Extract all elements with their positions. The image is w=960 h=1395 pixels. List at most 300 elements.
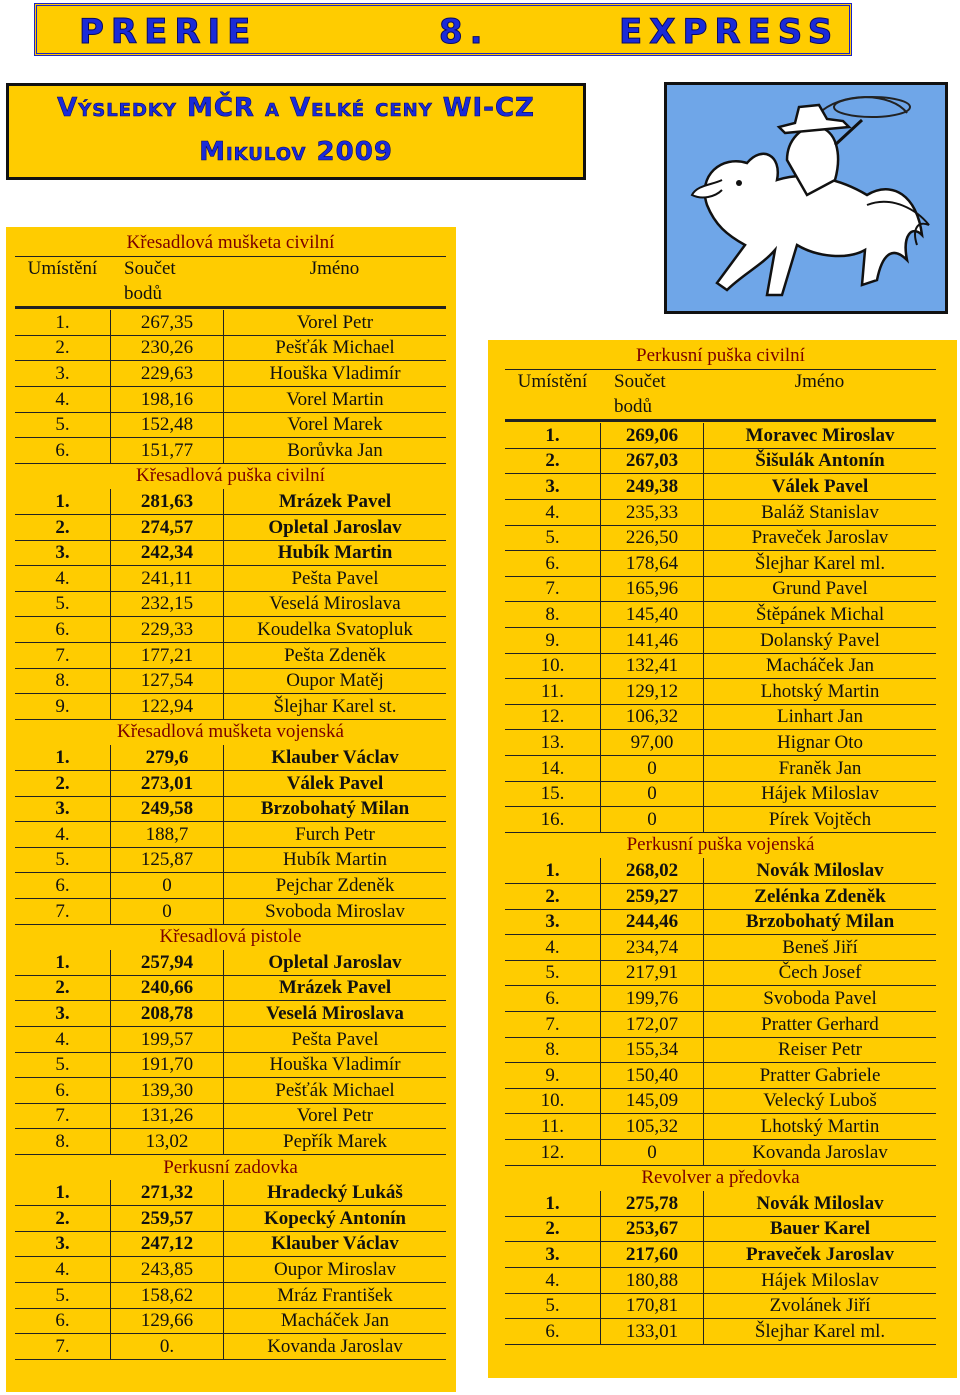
score-cell: 217,60 [600, 1242, 703, 1267]
score-cell: 234,74 [600, 935, 703, 960]
place-cell: 11. [540, 1116, 565, 1137]
score-cell: 273,01 [110, 771, 223, 796]
score-cell: 170,81 [600, 1293, 703, 1318]
left-result-row [15, 847, 446, 873]
score-cell: 198,16 [110, 387, 223, 412]
right-result-row [505, 551, 936, 577]
score-cell: 275,78 [600, 1191, 703, 1216]
score-cell: 0 [110, 899, 223, 924]
name-cell: Hájek Miloslav [703, 1268, 936, 1293]
score-cell: 180,88 [600, 1268, 703, 1293]
right-result-row [505, 1012, 936, 1038]
score-cell: 125,87 [110, 847, 223, 872]
name-cell: Šlejhar Karel st. [223, 694, 446, 719]
name-cell: Brzobohatý Milan [223, 796, 446, 821]
score-cell: 271,32 [110, 1180, 223, 1205]
place-cell: 6. [55, 439, 70, 461]
place-cell: 8. [545, 604, 560, 625]
place-cell: 5. [55, 593, 70, 615]
name-cell: Pratter Gerhard [703, 1012, 936, 1037]
name-cell: Macháček Jan [703, 653, 936, 678]
place-cell: 5. [545, 1295, 560, 1317]
right-result-row [505, 1319, 936, 1345]
left-result-row [15, 899, 446, 925]
place-cell: 9. [545, 1064, 560, 1086]
left-result-row [15, 489, 446, 515]
left-result-row [15, 335, 446, 361]
place-cell: 6. [545, 988, 560, 1009]
score-cell: 127,54 [110, 668, 223, 693]
place-cell: 3. [55, 363, 70, 384]
left-result-row [15, 1283, 446, 1309]
place-cell: 3. [55, 542, 70, 564]
place-cell: 6. [55, 1079, 70, 1101]
name-cell: Houška Vladimír [223, 361, 446, 386]
name-cell: Opletal Jaroslav [223, 515, 446, 540]
place-cell: 5. [55, 414, 70, 436]
name-cell: Kopecký Antonín [223, 1206, 446, 1231]
right-result-row [505, 1191, 936, 1217]
place-cell: 1. [55, 1182, 70, 1204]
right-result-row [505, 909, 936, 935]
banner-number: 8. [439, 12, 490, 52]
score-cell: 158,62 [110, 1283, 223, 1308]
score-cell: 249,58 [110, 796, 223, 821]
left-result-row [15, 310, 446, 336]
name-cell: Vorel Martin [223, 387, 446, 412]
results-title-box [6, 83, 586, 180]
left-result-row [15, 387, 446, 413]
name-cell: Pepřík Marek [223, 1129, 446, 1154]
name-cell: Oupor Matěj [223, 668, 446, 693]
place-cell: 8. [55, 1131, 70, 1152]
place-cell: 7. [545, 578, 560, 600]
name-cell: Borůvka Jan [223, 438, 446, 463]
score-cell: 129,12 [600, 679, 703, 704]
left-result-row [15, 1052, 446, 1078]
name-cell: Pešťák Michael [223, 335, 446, 360]
name-cell: Pratter Gabriele [703, 1063, 936, 1088]
score-cell: 141,46 [600, 628, 703, 653]
score-cell: 97,00 [600, 730, 703, 755]
name-cell: Bauer Karel [703, 1216, 936, 1241]
name-cell: Vorel Petr [223, 1103, 446, 1128]
score-cell: 106,32 [600, 704, 703, 729]
place-cell: 2. [55, 337, 70, 359]
name-cell: Brzobohatý Milan [703, 909, 936, 934]
score-cell: 269,06 [600, 423, 703, 448]
name-cell: Dolanský Pavel [703, 628, 936, 653]
left-result-row [15, 566, 446, 592]
score-cell: 165,96 [600, 576, 703, 601]
name-cell: Houška Vladimír [223, 1052, 446, 1077]
name-cell: Kovanda Jaroslav [223, 1334, 446, 1359]
score-cell: 145,09 [600, 1088, 703, 1113]
place-cell: 10. [540, 1090, 565, 1112]
right-section-title: Perkusní puška civilní [636, 345, 805, 366]
place-cell: 1. [55, 747, 70, 768]
name-cell: Vorel Marek [223, 412, 446, 437]
right-result-row [505, 1037, 936, 1063]
name-cell: Reiser Petr [703, 1037, 936, 1062]
name-cell: Pešťák Michael [223, 1078, 446, 1103]
place-cell: 3. [55, 798, 70, 820]
name-cell: Válek Pavel [223, 771, 446, 796]
left-result-row [15, 1103, 446, 1129]
name-cell: Zelénka Zdeněk [703, 884, 936, 909]
name-cell: Klauber Václav [223, 745, 446, 770]
score-cell: 131,26 [110, 1103, 223, 1128]
name-cell: Štěpánek Michal [703, 602, 936, 627]
name-cell: Pírek Vojtěch [703, 807, 936, 832]
name-cell: Franěk Jan [703, 756, 936, 781]
score-cell: 240,66 [110, 975, 223, 1000]
score-cell: 0 [600, 756, 703, 781]
place-cell: 2. [545, 450, 560, 472]
name-cell: Kovanda Jaroslav [703, 1140, 936, 1165]
right-result-row [505, 474, 936, 500]
score-cell: 257,94 [110, 950, 223, 975]
right-result-row [505, 935, 936, 961]
name-cell: Mrázek Pavel [223, 489, 446, 514]
name-cell: Vorel Petr [223, 310, 446, 335]
right-section-title: Revolver a předovka [641, 1167, 800, 1189]
name-cell: Baláž Stanislav [703, 500, 936, 525]
place-cell: 5. [55, 1284, 70, 1306]
name-cell: Svoboda Pavel [703, 986, 936, 1011]
right-result-row [505, 423, 936, 449]
left-result-row [15, 1129, 446, 1155]
place-cell: 7. [55, 644, 70, 666]
right-result-row [505, 576, 936, 602]
place-cell: 2. [55, 516, 70, 538]
right-result-row [505, 858, 936, 884]
header-score: Součet [124, 258, 176, 279]
name-cell: Hubík Martin [223, 847, 446, 872]
place-cell: 4. [55, 1028, 70, 1050]
score-cell: 244,46 [600, 909, 703, 934]
left-result-row [15, 796, 446, 822]
score-cell: 139,30 [110, 1078, 223, 1103]
score-cell: 0. [110, 1334, 223, 1359]
place-cell: 8. [545, 1039, 560, 1061]
place-cell: 4. [55, 388, 70, 410]
name-cell: Linhart Jan [703, 704, 936, 729]
left-result-row [15, 950, 446, 976]
place-cell: 3. [55, 1233, 70, 1255]
name-cell: Praveček Jaroslav [703, 525, 936, 550]
place-cell: 6. [55, 619, 70, 640]
left-result-row [15, 771, 446, 797]
left-result-row [15, 1257, 446, 1283]
score-cell: 249,38 [600, 474, 703, 499]
score-cell: 235,33 [600, 500, 703, 525]
place-cell: 5. [545, 962, 560, 984]
score-cell: 188,7 [110, 822, 223, 847]
name-cell: Pešta Pavel [223, 1027, 446, 1052]
right-result-row [505, 807, 936, 833]
right-result-row [505, 1140, 936, 1166]
name-cell: Grund Pavel [703, 576, 936, 601]
left-result-row [15, 1308, 446, 1334]
score-cell: 267,35 [110, 310, 223, 335]
place-cell: 5. [545, 527, 560, 549]
place-cell: 2. [55, 1207, 70, 1229]
name-cell: Pešta Pavel [223, 566, 446, 591]
score-cell: 0 [110, 873, 223, 898]
score-cell: 0 [600, 1140, 703, 1165]
name-cell: Veselá Miroslava [223, 591, 446, 616]
name-cell: Pejchar Zdeněk [223, 873, 446, 898]
right-section-title: Perkusní puška vojenská [626, 834, 815, 856]
place-cell: 9. [545, 629, 560, 651]
score-cell: 281,63 [110, 489, 223, 514]
right-result-row [505, 756, 936, 782]
left-result-row [15, 1078, 446, 1104]
right-result-row [505, 884, 936, 910]
name-cell: Novák Miloslav [703, 858, 936, 883]
left-result-row [15, 873, 446, 899]
header-score-unit: bodů [124, 283, 162, 304]
name-cell: Šišulák Antonín [703, 448, 936, 473]
left-result-row [15, 591, 446, 617]
banner-word-right: EXPRESS [619, 12, 840, 52]
right-result-row [505, 1242, 936, 1268]
score-cell: 0 [600, 781, 703, 806]
left-result-row [15, 1001, 446, 1027]
right-result-row [505, 730, 936, 756]
left-result-row [15, 822, 446, 848]
name-cell: Válek Pavel [703, 474, 936, 499]
score-cell: 152,48 [110, 412, 223, 437]
header-divider-thick [15, 306, 446, 309]
name-cell: Beneš Jiří [703, 935, 936, 960]
right-result-row [505, 1293, 936, 1319]
header-place: Umístění [517, 371, 588, 392]
score-cell: 178,64 [600, 551, 703, 576]
name-cell: Novák Miloslav [703, 1191, 936, 1216]
right-result-row [505, 1268, 936, 1294]
left-result-row [15, 412, 446, 438]
place-cell: 6. [545, 552, 560, 574]
right-result-row [505, 1114, 936, 1140]
left-result-row [15, 515, 446, 541]
left-result-row [15, 361, 446, 387]
newsletter-banner [34, 3, 852, 56]
place-cell: 11. [540, 680, 565, 702]
score-cell: 199,76 [600, 986, 703, 1011]
left-section-title: Perkusní zadovka [163, 1156, 298, 1178]
cowboy-illustration [664, 82, 948, 314]
place-cell: 4. [55, 567, 70, 589]
right-result-row [505, 704, 936, 730]
place-cell: 5. [55, 1054, 70, 1076]
left-result-row [15, 1231, 446, 1257]
name-cell: Hubík Martin [223, 540, 446, 565]
name-cell: Pešta Zdeněk [223, 643, 446, 668]
score-cell: 151,77 [110, 438, 223, 463]
left-result-row [15, 617, 446, 643]
name-cell: Lhotský Martin [703, 679, 936, 704]
header-name: Jméno [309, 258, 360, 279]
right-result-row [505, 986, 936, 1012]
name-cell: Čech Josef [703, 960, 936, 985]
right-result-row [505, 1063, 936, 1089]
score-cell: 150,40 [600, 1063, 703, 1088]
left-result-row [15, 1206, 446, 1232]
name-cell: Mrázek Pavel [223, 975, 446, 1000]
score-cell: 199,57 [110, 1027, 223, 1052]
left-section-title: Křesadlová mušketa vojenská [117, 721, 344, 743]
score-cell: 247,12 [110, 1231, 223, 1256]
score-cell: 259,27 [600, 884, 703, 909]
header-divider-thick [505, 419, 936, 422]
header-divider [15, 256, 446, 257]
score-cell: 132,41 [600, 653, 703, 678]
left-result-row [15, 1180, 446, 1206]
place-cell: 2. [545, 885, 560, 907]
header-name: Jméno [794, 371, 845, 392]
name-cell: Velecký Luboš [703, 1088, 936, 1113]
score-cell: 217,91 [600, 960, 703, 985]
place-cell: 1. [545, 860, 560, 881]
place-cell: 2. [545, 1218, 560, 1240]
right-result-row [505, 679, 936, 705]
place-cell: 4. [55, 1259, 70, 1280]
name-cell: Furch Petr [223, 822, 446, 847]
name-cell: Klauber Václav [223, 1231, 446, 1256]
place-cell: 3. [545, 476, 560, 497]
score-cell: 191,70 [110, 1052, 223, 1077]
score-cell: 105,32 [600, 1114, 703, 1139]
cowboy-on-horse-icon [667, 85, 945, 311]
place-cell: 13. [540, 732, 565, 753]
name-cell: Zvolánek Jiří [703, 1293, 936, 1318]
score-cell: 267,03 [600, 448, 703, 473]
left-section-title: Křesadlová puška civilní [136, 465, 325, 487]
score-cell: 259,57 [110, 1206, 223, 1231]
place-cell: 1. [545, 1192, 560, 1214]
score-cell: 133,01 [600, 1319, 703, 1344]
place-cell: 16. [540, 808, 565, 830]
place-cell: 7. [545, 1013, 560, 1035]
place-cell: 1. [55, 311, 70, 333]
name-cell: Šlejhar Karel ml. [703, 1319, 936, 1344]
header-divider [505, 369, 936, 370]
place-cell: 12. [540, 706, 565, 728]
right-result-row [505, 1216, 936, 1242]
name-cell: Mráz František [223, 1283, 446, 1308]
place-cell: 6. [55, 875, 70, 896]
score-cell: 122,94 [110, 694, 223, 719]
right-result-row [505, 448, 936, 474]
place-cell: 4. [545, 936, 560, 958]
score-cell: 229,63 [110, 361, 223, 386]
score-cell: 243,85 [110, 1257, 223, 1282]
right-result-row [505, 653, 936, 679]
place-cell: 10. [540, 655, 565, 677]
name-cell: Šlejhar Karel ml. [703, 551, 936, 576]
score-cell: 229,33 [110, 617, 223, 642]
left-result-row [15, 1027, 446, 1053]
name-cell: Opletal Jaroslav [223, 950, 446, 975]
place-cell: 1. [545, 424, 560, 446]
place-cell: 3. [545, 911, 560, 933]
score-cell: 274,57 [110, 515, 223, 540]
right-result-row [505, 602, 936, 628]
score-cell: 253,67 [600, 1216, 703, 1241]
score-cell: 279,6 [110, 745, 223, 770]
left-result-row [15, 745, 446, 771]
score-cell: 241,11 [110, 566, 223, 591]
place-cell: 8. [55, 670, 70, 692]
name-cell: Macháček Jan [223, 1308, 446, 1333]
name-cell: Hignar Oto [703, 730, 936, 755]
title-line-1: Výsledky MČR a Velké ceny WI-CZ [57, 93, 535, 123]
place-cell: 6. [55, 1310, 70, 1332]
place-cell: 4. [545, 501, 560, 523]
place-cell: 3. [545, 1244, 560, 1265]
right-result-row [505, 781, 936, 807]
right-result-row [505, 1088, 936, 1114]
place-cell: 2. [55, 772, 70, 794]
place-cell: 7. [55, 1335, 70, 1357]
name-cell: Praveček Jaroslav [703, 1242, 936, 1267]
score-cell: 208,78 [110, 1001, 223, 1026]
left-result-row [15, 540, 446, 566]
name-cell: Svoboda Miroslav [223, 899, 446, 924]
place-cell: 6. [545, 1320, 560, 1342]
name-cell: Oupor Miroslav [223, 1257, 446, 1282]
score-cell: 13,02 [110, 1129, 223, 1154]
header-place: Umístění [27, 258, 98, 279]
name-cell: Moravec Miroslav [703, 423, 936, 448]
score-cell: 155,34 [600, 1037, 703, 1062]
place-cell: 7. [55, 900, 70, 922]
left-result-row [15, 694, 446, 720]
right-result-row [505, 628, 936, 654]
header-score-unit: bodů [614, 396, 652, 417]
right-result-row [505, 960, 936, 986]
place-cell: 15. [540, 783, 565, 805]
place-cell: 14. [540, 757, 565, 779]
name-cell: Hájek Miloslav [703, 781, 936, 806]
left-result-row [15, 643, 446, 669]
left-result-row [15, 668, 446, 694]
score-cell: 242,34 [110, 540, 223, 565]
place-cell: 7. [55, 1105, 70, 1127]
right-result-row [505, 525, 936, 551]
name-cell: Lhotský Martin [703, 1114, 936, 1139]
left-section-title: Křesadlová pistole [159, 926, 302, 948]
left-result-row [15, 975, 446, 1001]
place-cell: 1. [55, 951, 70, 973]
score-cell: 232,15 [110, 591, 223, 616]
place-cell: 9. [55, 695, 70, 717]
score-cell: 226,50 [600, 525, 703, 550]
place-cell: 2. [55, 977, 70, 999]
score-cell: 129,66 [110, 1308, 223, 1333]
place-cell: 1. [55, 491, 70, 512]
left-result-row [15, 438, 446, 464]
place-cell: 3. [55, 1003, 70, 1024]
name-cell: Hradecký Lukáš [223, 1180, 446, 1205]
name-cell: Veselá Miroslava [223, 1001, 446, 1026]
score-cell: 268,02 [600, 858, 703, 883]
score-cell: 177,21 [110, 643, 223, 668]
right-result-row [505, 500, 936, 526]
title-line-2: Mikulov 2009 [199, 137, 393, 167]
